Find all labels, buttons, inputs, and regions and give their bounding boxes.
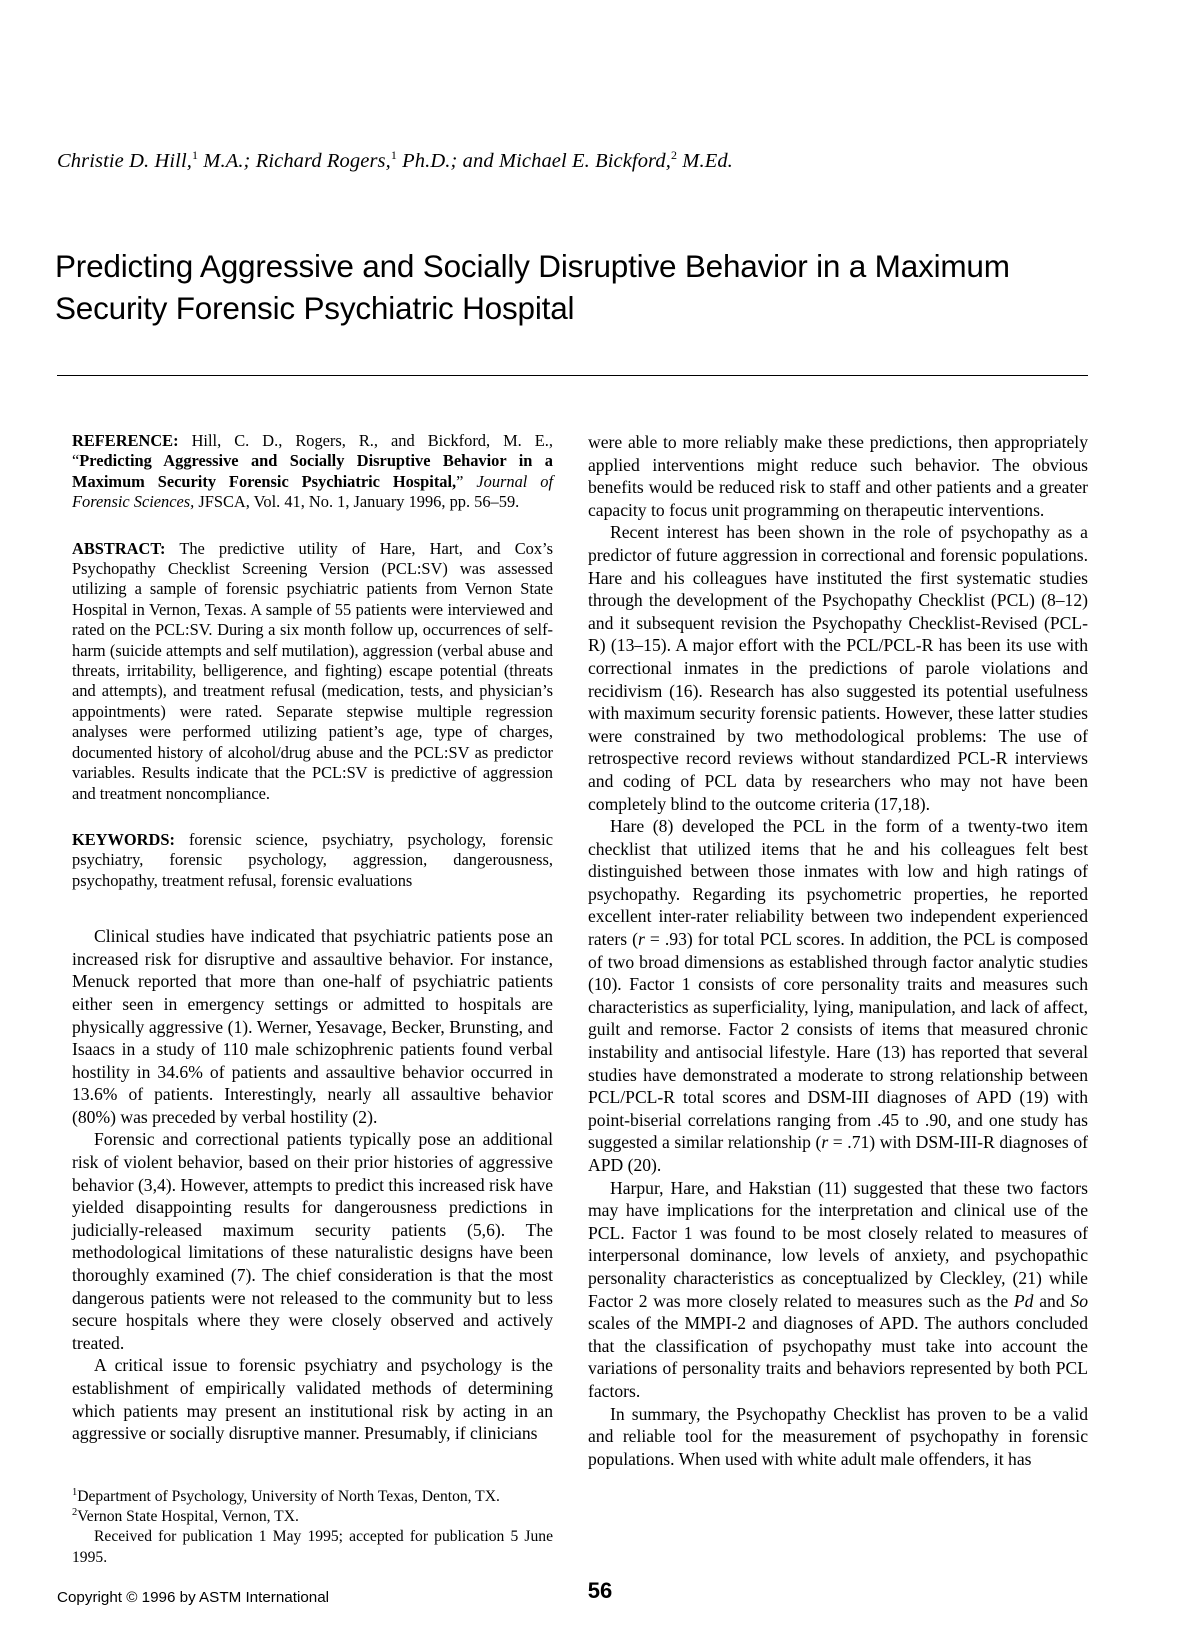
footnote-received-date: Received for publication 1 May 1995; accepted for publication 5 June 1995.	[72, 1528, 553, 1566]
author-3-name: Michael E. Bickford,	[498, 150, 671, 172]
author-2-name: Richard Rogers,	[255, 150, 391, 172]
keywords-text: forensic science, psychiatry, psychology, forensic psychiatry, forensic psychology, aggression, dangerousness, psychopathy, treatment refusal, forensic evaluations	[72, 829, 553, 890]
body-paragraph: were able to more reliably make these predictions, then appropriately applied interventions might reduce such behavior. The obvious benefits would be reduced risk to staff and other patients and a greater capacity to focus unit programming on therapeutic interventions.	[588, 432, 1088, 520]
author-1-name: Christie D. Hill,	[57, 150, 192, 172]
scale-symbol-so: So	[1070, 1290, 1088, 1311]
footnote-marker-2: 2	[72, 1507, 78, 1519]
spacer	[72, 891, 553, 925]
paragraph-text: and	[1033, 1290, 1071, 1311]
body-paragraph	[588, 815, 1088, 1177]
body-paragraph: In summary, the Psychopathy Checklist has proven to be a valid and reliable tool for the measurement of psychopathy in forensic populations. When used with white adult male offenders, it has	[588, 1403, 1088, 1469]
author-1-affiliation-marker: 1	[191, 148, 199, 163]
keywords-label: KEYWORDS:	[72, 829, 175, 849]
stat-symbol-r: r	[638, 929, 645, 950]
paragraph-text: = .71) with DSM-III-R diagnoses of APD (20).	[588, 1132, 1088, 1175]
paragraph-text: scales of the MMPI-2 and diagnoses of APD. The authors concluded that the classification of psychopathy must take into account the variations of personality traits and behaviors represented by both PCL factors.	[588, 1313, 1088, 1401]
reference-authors: Hill, C. D., Rogers, R., and Bickford, M. E., “	[72, 431, 553, 471]
author-2-degree: Ph.D.; and	[396, 150, 499, 172]
keywords-block	[72, 830, 553, 891]
body-paragraph: Recent interest has been shown in the role of psychopathy as a predictor of future aggression in correctional and forensic populations. Hare and his colleagues have instituted the first systematic studies through the development of the Psychopathy Checklist (PCL) (8–12) and it subsequent revision the Psychopathy Checklist-Revised (PCL-R) (13–15). A major effort with the PCL/PCL-R has been its use with correctional inmates in the predictions of parole violations and recidivism (16). Research has also suggested its potential usefulness with maximum security forensic patients. However, these latter studies were constrained by two methodological problems: The use of retrospective record reviews without standardized PCL-R interviews and coding of PCL data by researchers who may not have been completely blind to the outcome criteria (17,18).	[588, 522, 1088, 814]
reference-label: REFERENCE:	[72, 431, 179, 450]
footnote-1-text: Department of Psychology, University of North Texas, Denton, TX.	[77, 1488, 500, 1505]
scale-symbol-pd: Pd	[1013, 1290, 1034, 1311]
stat-symbol-r: r	[821, 1132, 829, 1153]
paragraph-text: Hare (8) developed the PCL in the form of a twenty-two item checklist that utilized items that he and his colleagues felt best distinguished between those inmates with low and high ratings of psychopathy. Regarding its psychometric properties, he reported excellent inter-rater reliability between two independent experienced raters (	[588, 816, 1088, 950]
body-paragraph: Clinical studies have indicated that psychiatric patients pose an increased risk for disruptive and assaultive behavior. For instance, Menuck reported that more than one-half of psychiatric patients either seen in emergency settings or admitted to hospitals are physically aggressive (1). Werner, Yesavage, Becker, Brunsting, and Isaacs in a study of 110 male schizophrenic patients found verbal hostility in 34.6% of patients and assaultive behavior occurred in 13.6% of patients. Interestingly, nearly all assaultive behavior (80%) was preceded by verbal hostility (2).	[72, 926, 553, 1127]
footnote-2-text: Vernon State Hospital, Vernon, TX.	[77, 1508, 299, 1526]
header-divider	[57, 375, 1088, 376]
abstract-block	[72, 539, 553, 804]
author-3-affiliation-marker: 2	[670, 148, 678, 163]
page-number: 56	[587, 1578, 613, 1603]
author-1-degree: M.A.;	[198, 150, 256, 172]
abstract-label: ABSTRACT:	[72, 538, 166, 558]
reference-block	[72, 431, 553, 513]
copyright-notice: Copyright © 1996 by ASTM International	[57, 1589, 330, 1606]
reference-quote-close: ”	[456, 471, 477, 491]
reference-journal: Journal of Forensic Sciences,	[72, 471, 553, 512]
abstract-text: The predictive utility of Hare, Hart, and Cox’s Psychopathy Checklist Screening Version (PCL:SV) was assessed utilizing a sample of forensic psychiatric patients from Vernon State Hospital in Vernon, Texas. A sample of 55 patients were interviewed and rated on the PCL:SV. During a six month follow up, occurrences of self-harm (suicide attempts and self mutilation), aggression (verbal abuse and threats, irritability, belligerence, and fighting) escape potential (threats and attempts), and treatment refusal (medication, tests, and physician’s appointments) were rated. Separate stepwise multiple regression analyses were performed utilizing patient’s age, type of charges, documented history of alcohol/drug abuse and the PCL:SV as predictor variables. Results indicate that the PCL:SV is predictive of aggression and treatment noncompliance.	[72, 538, 553, 803]
reference-citation-detail: JFSCA, Vol. 41, No. 1, January 1996, pp. 56–59.	[194, 492, 520, 512]
paragraph-text: Harpur, Hare, and Hakstian (11) suggested that these two factors may have implications for the interpretation and clinical use of the PCL. Factor 1 was found to be most closely related to measures of interpersonal dominance, low levels of anxiety, and psychopathic personality characteristics as conceptualized by Cleckley, (21) while Factor 2 was more closely related to measures such as the	[588, 1177, 1088, 1311]
page-title: Predicting Aggressive and Socially Disruptive Behavior in a Maximum Security Forensic Psychiatric Hospital	[55, 248, 1010, 327]
paragraph-text: = .93) for total PCL scores. In addition, the PCL is composed of two broad dimensions as established through factor analytic studies (10). Factor 1 consists of core personality traits and measures such characteristics as superficiality, lying, manipulation, and lack of affect, guilt and remorse. Factor 2 consists of items that measured chronic instability and antisocial lifestyle. Hare (13) has reported that several studies have demonstrated a moderate to strong relationship between PCL/PCL-R total scores and DSM-III diagnoses of APD (19) with point-biserial correlations ranging from .45 to .90, and one study has suggested a similar relationship (	[588, 929, 1089, 1153]
author-3-degree: M.Ed.	[677, 150, 733, 172]
spacer	[72, 804, 553, 830]
footnote-1	[72, 1487, 553, 1507]
authors-line	[57, 150, 1087, 173]
body-paragraph: A critical issue to forensic psychiatry and psychology is the establishment of empirically validated methods of determining which patients may present an institutional risk by acting in an aggressive or socially disruptive manner. Presumably, if clinicians	[72, 1355, 553, 1444]
footnote-marker-1: 1	[72, 1486, 78, 1498]
right-column	[588, 431, 1088, 1470]
body-paragraph	[588, 1177, 1088, 1403]
footnote-2	[72, 1507, 553, 1527]
reference-title: Predicting Aggressive and Socially Disruptive Behavior in a Maximum Security Forensic Psychiatric Hospital,	[72, 451, 553, 491]
body-paragraph: Forensic and correctional patients typically pose an additional risk of violent behavior, based on their prior histories of aggressive behavior (3,4). However, attempts to predict this increased risk have yielded disappointing results for dangerousness predictions in judicially-released maximum security patients (5,6). The methodological limitations of these naturalistic designs have been thoroughly examined (7). The chief consideration is that the most dangerous patients were not released to the community but to less secure hospitals where they were closely observed and actively treated.	[72, 1129, 554, 1353]
left-column	[72, 431, 553, 1445]
spacer	[72, 513, 553, 539]
footnotes	[72, 1487, 553, 1568]
author-2-affiliation-marker: 1	[390, 148, 397, 163]
